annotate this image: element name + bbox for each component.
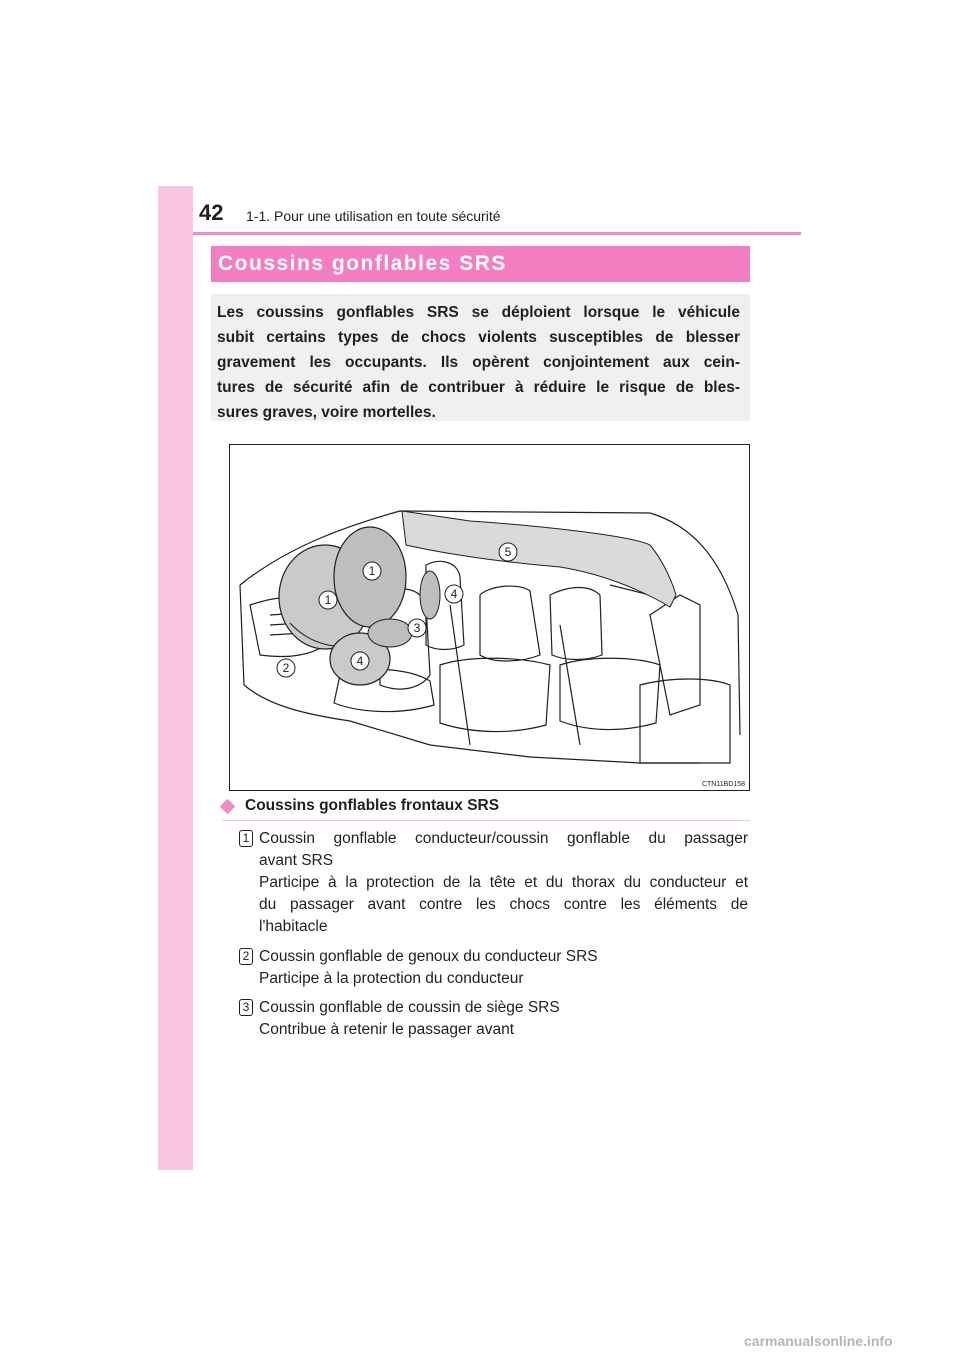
item-number-badge: 2 [239, 948, 253, 965]
callout-label: 4 [450, 587, 458, 601]
callout-label: 5 [504, 545, 512, 559]
item-line: du passager avant contre les chocs contre les éléments de [259, 896, 748, 913]
item-number-badge: 3 [239, 999, 253, 1016]
item-line: Participe à la protection du conducteur [259, 970, 524, 987]
page-number: 42 [199, 200, 224, 225]
callout-label: 2 [282, 661, 290, 675]
intro-box [211, 294, 750, 421]
callout-label: 1 [368, 564, 376, 578]
intro-line: sures graves, voire mortelles. [217, 404, 436, 421]
callout-1a [363, 562, 381, 580]
header-rule [193, 232, 801, 235]
item-line: Coussin gonflable de genoux du conducteur SRS [259, 948, 598, 965]
side-tab-strip [158, 186, 193, 1170]
callout-3 [408, 619, 426, 637]
item-number-badge: 1 [239, 830, 253, 847]
subsection-rule [222, 820, 750, 821]
callout-4a [445, 585, 463, 603]
list-item [239, 997, 748, 1041]
list-item [239, 946, 748, 990]
intro-line: tures de sécurité afin de contribuer à réduire le risque de bles- [217, 379, 740, 396]
item-line: Coussin gonflable conducteur/coussin gonflable du passager [259, 830, 748, 847]
airbag-illustration [229, 444, 750, 791]
vehicle-interior-drawing [230, 445, 750, 791]
callout-2 [277, 659, 295, 677]
subsection-heading [222, 797, 499, 815]
subsection-heading-text: Coussins gonflables frontaux SRS [245, 797, 500, 814]
callout-label: 1 [324, 593, 332, 607]
intro-line: subit certains types de chocs violents susceptibles de blesser [217, 329, 740, 346]
callout-1b [319, 591, 337, 609]
diamond-bullet-icon [220, 798, 236, 814]
callout-5 [499, 543, 517, 561]
callout-label: 3 [413, 621, 421, 635]
figure-code: CTN11BD158 [701, 781, 745, 788]
intro-line: Les coussins gonflables SRS se déploient lorsque le véhicule [217, 304, 740, 321]
section-title: Coussins gonflables SRS [218, 252, 507, 275]
item-line: Coussin gonflable de coussin de siège SRS [259, 999, 560, 1016]
intro-line: gravement les occupants. Ils opèrent conjointement aux cein- [217, 354, 740, 371]
list-item [239, 828, 748, 938]
callout-4b [351, 652, 369, 670]
section-title-bar [211, 246, 750, 282]
item-line: Participe à la protection de la tête et du thorax du conducteur et [259, 874, 748, 891]
item-line: avant SRS [259, 852, 334, 869]
callout-label: 4 [356, 654, 364, 668]
watermark: carmanualsonline.info [744, 1333, 893, 1349]
item-line: Contribue à retenir le passager avant [259, 1021, 515, 1038]
item-line: l'habitacle [259, 918, 328, 935]
running-header: 1-1. Pour une utilisation en toute sécurité [246, 208, 501, 224]
